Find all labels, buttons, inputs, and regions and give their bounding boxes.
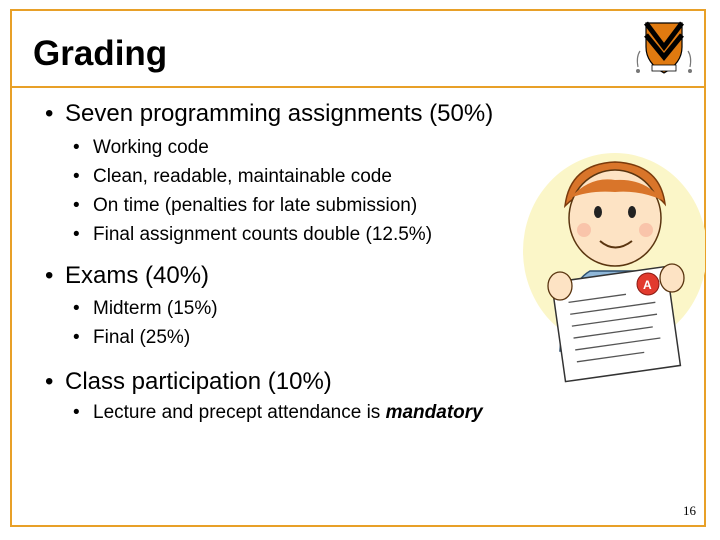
- bullet-exams-text: Exams (40%): [65, 262, 210, 289]
- sub-bullet: • Final assignment counts double (12.5%): [73, 224, 433, 245]
- bullet-assignments: • Seven programming assignments (50%): [45, 100, 494, 127]
- student-holding-graded-paper-icon: [520, 146, 705, 386]
- page-number: 16: [683, 503, 696, 518]
- sub-bullet: • Working code: [73, 137, 209, 158]
- bullet-participation-text: Class participation (10%): [65, 368, 332, 395]
- princeton-shield-icon: [632, 17, 696, 81]
- sub-bullet: • Final (25%): [73, 327, 191, 348]
- svg-text:A: A: [643, 278, 652, 292]
- sub-bullet: • Lecture and precept attendance is mandatory: [73, 402, 483, 423]
- bullet-assignments-text: Seven programming assignments (50%): [65, 100, 494, 127]
- slide-title: Grading: [33, 34, 168, 73]
- bullet-exams: • Exams (40%): [45, 262, 210, 289]
- bullet-participation: • Class participation (10%): [45, 368, 332, 395]
- sub-bullet: • Midterm (15%): [73, 298, 218, 319]
- sub-bullet: • Clean, readable, maintainable code: [73, 166, 392, 187]
- sub-bullet: • On time (penalties for late submission): [73, 195, 418, 216]
- emphasis-mandatory: mandatory: [385, 402, 483, 423]
